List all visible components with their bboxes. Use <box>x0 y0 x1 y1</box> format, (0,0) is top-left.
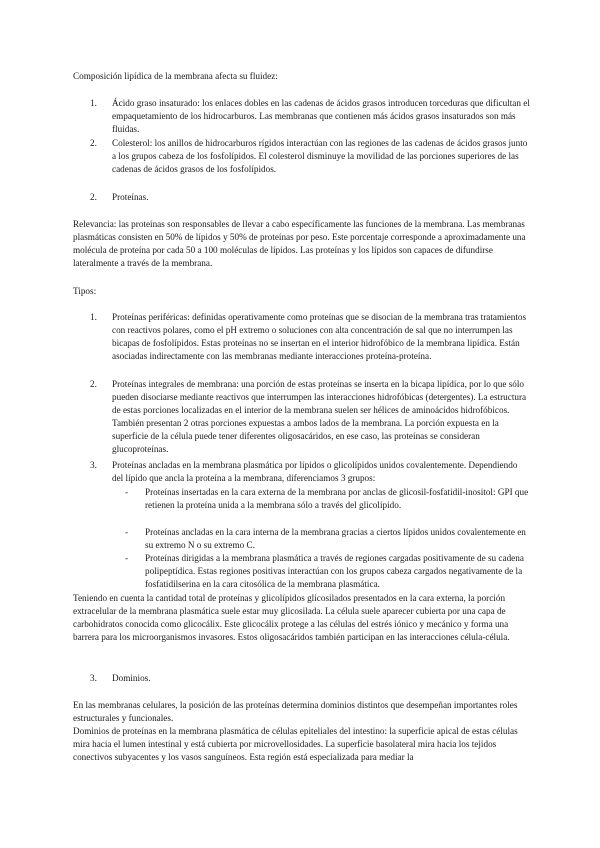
section-title: Proteínas. <box>112 192 149 202</box>
section-number: 2. <box>90 192 97 202</box>
dominios-paragraph-2: Dominios de proteínas en la membrana plasmática de células epiteliales del intestino: la superficie apical de estas células mira hacia el lumen intestinal y está cubierta por microvellosidades. La superficie basolateral mira hacia los tejidos conectivos subyacentes y los vasos sanguíneos. Esta región está especializada para mediar la <box>73 726 518 763</box>
dominios-paragraph-1: En las membranas celulares, la posición de las proteínas determina dominios distintos que desempeñan importantes roles estructurales y funcionales. <box>73 700 518 724</box>
list-number: 2. <box>90 138 97 148</box>
anchor-group-2 <box>125 526 530 552</box>
section-title: Dominios. <box>112 673 151 683</box>
anchor-group-1 <box>125 486 530 512</box>
protein-list-item-2 <box>90 378 530 457</box>
list-text: Proteínas dirigidas a la membrana plasmática a través de regiones cargadas positivamente de su cadena polipeptídica. Estas regiones positivas interactúan con los grupos cabeza cargados negativamente de la fosfatidilserina en la cara citosólica de la membrana plasmática. <box>145 553 524 590</box>
tipos-label: Tipos: <box>73 286 97 296</box>
protein-list-item-1 <box>90 311 530 363</box>
section-heading-proteinas <box>90 191 530 204</box>
list-text: Proteínas ancladas en la membrana plasmática por lípidos o glicolípidos unidos covalentemente. Dependiendo del lípido que ancla la proteína a la membrana, diferenciamos 3 grupos: <box>112 460 518 484</box>
protein-list-item-3 <box>90 459 530 485</box>
list-text: Proteínas insertadas en la cara externa de la membrana por anclas de glicosil-fosfatidil-inositol: GPI que retienen la proteína unida a la membrana sólo a través del glicolípido. <box>145 487 529 511</box>
section-number: 3. <box>90 673 97 683</box>
anchor-group-3 <box>125 552 530 591</box>
list-number: 3. <box>90 460 97 470</box>
list-number: 1. <box>90 312 97 322</box>
list-text: Proteínas periféricas: definidas operativamente como proteínas que se disocian de la membrana tras tratamientos con reactivos polares, como el pH extremo o soluciones con alta concentración de sal que no interrumpen las bicapas de fosfolípidos. Estas proteínas no se insertan en el interior hidrofóbico de la membrana lipídica. Están asociadas indirectamente con las membranas mediante interacciones proteína-proteína. <box>112 312 527 362</box>
bullet-dash: - <box>125 553 129 563</box>
section-heading-dominios <box>90 672 530 685</box>
list-text: Colesterol: los anillos de hidrocarburos rígidos interactúan con las regiones de las cadenas de ácidos grasos junto a los grupos cabeza de los fosfolípidos. El colesterol disminuye la movilidad de las porciones superiores de las cadenas de ácidos grasos de los fosfolípidos. <box>112 138 528 175</box>
relevancia-paragraph: Relevancia: las proteínas son responsables de llevar a cabo específicamente las funciones de la membrana. Las membranas plasmáticas consisten en 50% de lípidos y 50% de proteínas por peso. Este porcentaje corresponde a aproximadamente una molécula de proteína por cada 50 a 100 moléculas de lípidos. Las proteínas y los lípidos son capaces de difundirse lateralmente a través de la membrana. <box>73 219 526 269</box>
lipid-list-item-1 <box>90 97 530 136</box>
list-number: 1. <box>90 98 97 108</box>
bullet-dash: - <box>125 527 129 537</box>
lipid-list-item-2 <box>90 137 530 176</box>
list-number: 2. <box>90 379 97 389</box>
list-text: Ácido graso insaturado: los enlaces dobles en las cadenas de ácidos grasos introducen torceduras que dificultan el empaquetamiento de los hidrocarburos. Las membranas que contienen más ácidos grasos insaturados son más fluidas. <box>112 98 530 135</box>
list-text: Proteínas ancladas en la cara interna de la membrana gracias a ciertos lípidos unidos covalentemente en su extremo N o su extremo C. <box>145 527 526 551</box>
bullet-dash: - <box>125 487 129 497</box>
glicocalix-paragraph: Teniendo en cuenta la cantidad total de proteínas y glicolípidos glicosilados presentados en la cara externa, la porción extracelular de la membrana plasmática suele estar muy glicosilada. La célula suele aparecer cubierta por una capa de carbohidratos conocida como glicocálix. Este glicocálix protege a las células del estrés iónico y mecánico y forma una barrera para los microorganismos invasores. Estos oligosacáridos también participan en las interacciones célula-célula. <box>73 593 510 643</box>
list-text: Proteínas integrales de membrana: una porción de estas proteínas se inserta en la bicapa lipídica, por lo que sólo pueden disociarse mediante reactivos que interrumpen las interacciones hidrofóbicas (detergentes). La estructura de estas porciones localizadas en el interior de la membrana suelen ser hélices de aminoácidos hidrofóbicos. También presentan 2 otras porciones expuestas a ambos lados de la membrana. La porción expuesta en la superficie de la célula puede tener diferentes oligosacáridos, en ese caso, las proteínas se consideran glucoproteínas. <box>112 379 527 455</box>
intro-paragraph: Composición lipídica de la membrana afecta su fluidez: <box>73 71 278 81</box>
